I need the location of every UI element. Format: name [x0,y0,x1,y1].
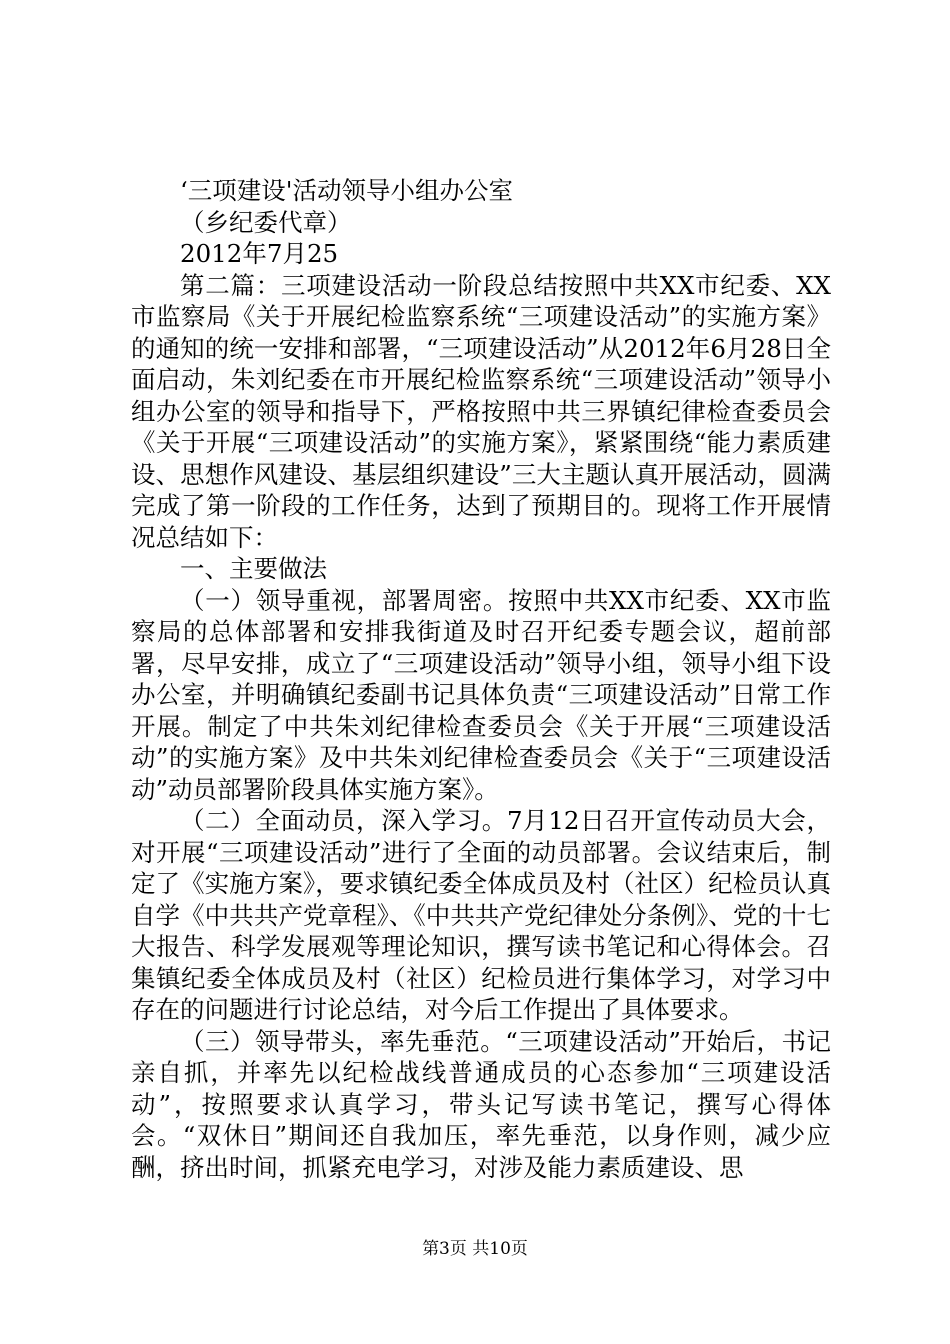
paragraph-item-3: （三）领导带头，率先垂范。“三项建设活动”开始后，书记亲自抓，并率先以纪检战线普通成员的心态参加“三项建设活动”，按照要求认真学习，带头记写读书笔记，撰写心得体会。“双休日”期间还自我加压，率先垂范，以身作则，减少应酬，挤出时间，抓紧充电学习，对涉及能力素质建设、思 [131,1026,831,1182]
section-heading: 一、主要做法 [180,554,327,583]
page-footer: 第3页 共10页 [422,1239,528,1259]
date-line: 2012年7月25 [180,239,339,268]
paragraph-item-1: （一）领导重视，部署周密。按照中共XX市纪委、XX市监察局的总体部署和安排我街道及时召开纪委专题会议，超前部署，尽早安排，成立了“三项建设活动”领导小组，领导小组下设办公室，并明确镇纪委副书记具体负责“三项建设活动”日常工作开展。制定了中共朱刘纪律检查委员会《关于开展“三项建设活动”的实施方案》及中共朱刘纪律检查委员会《关于“三项建设活动”动员部署阶段具体实施方案》。 [131,585,831,804]
paragraph-item-2: （二）全面动员，深入学习。7月12日召开宣传动员大会，对开展“三项建设活动”进行了全面的动员部署。会议结束后，制定了《实施方案》，要求镇纪委全体成员及村（社区）纪检员认真自学《中共共产党章程》、《中共共产党纪律处分条例》、党的十七大报告、科学发展观等理论知识，撰写读书笔记和心得体会。召集镇纪委全体成员及村（社区）纪检员进行集体学习，对学习中存在的问题进行讨论总结，对今后工作提出了具体要求。 [131,806,831,1024]
document-body [131,175,831,1183]
seal-note: （乡纪委代章） [180,207,352,237]
office-signature: ‘三项建设'活动领导小组办公室 [180,176,514,205]
paragraph-intro: 第二篇：三项建设活动一阶段总结按照中共XX市纪委、XX市监察局《关于开展纪检监察系统“三项建设活动”的实施方案》的通知的统一安排和部署，“三项建设活动”从2012年6月28日全面启动，朱刘纪委在市开展纪检监察系统“三项建设活动”领导小组办公室的领导和指导下，严格按照中共三界镇纪律检查委员会《关于开展“三项建设活动”的实施方案》，紧紧围绕“能力素质建设、思想作风建设、基层组织建设”三大主题认真开展活动，圆满完成了第一阶段的工作任务，达到了预期目的。现将工作开展情况总结如下： [131,270,831,552]
